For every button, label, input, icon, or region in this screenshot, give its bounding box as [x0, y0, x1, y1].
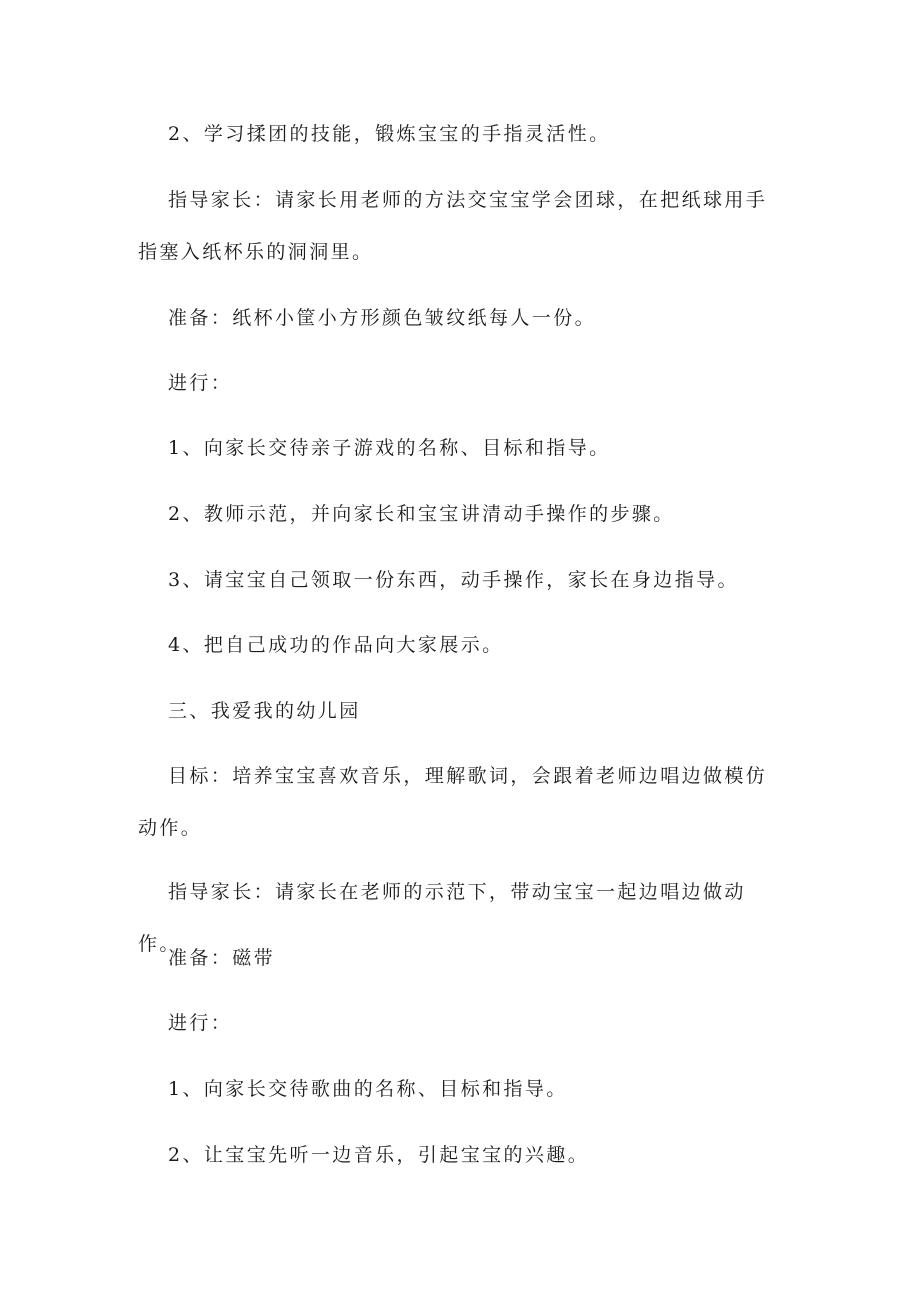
paragraph-13: 进行：: [168, 1012, 233, 1034]
paragraph-1: 2、学习揉团的技能，锻炼宝宝的手指灵活性。: [168, 123, 611, 145]
paragraph-4: 进行：: [168, 372, 233, 394]
section-heading: 三、我爱我的幼儿园: [168, 700, 361, 722]
paragraph-3: 准备：纸杯小筐小方形颜色皱纹纸每人一份。: [168, 307, 597, 329]
paragraph-14: 1、向家长交待歌曲的名称、目标和指导。: [168, 1078, 568, 1100]
paragraph-15: 2、让宝宝先听一边音乐，引起宝宝的兴趣。: [168, 1144, 590, 1166]
paragraph-12: 准备：磁带: [168, 947, 276, 969]
paragraph-5: 1、向家长交待亲子游戏的名称、目标和指导。: [168, 437, 611, 459]
paragraph-7: 3、请宝宝自己领取一份东西，动手操作，家长在身边指导。: [168, 569, 739, 591]
paragraph-2: 指导家长：请家长用老师的方法交宝宝学会团球，在把纸球用手指塞入纸杯乐的洞洞里。: [138, 189, 768, 263]
paragraph-11: 指导家长：请家长在老师的示范下，带动宝宝一起边唱边做动作。: [138, 881, 746, 955]
paragraph-6: 2、教师示范，并向家长和宝宝讲清动手操作的步骤。: [168, 503, 675, 525]
paragraph-8: 4、把自己成功的作品向大家展示。: [168, 634, 504, 656]
paragraph-10: 目标：培养宝宝喜欢音乐，理解歌词，会跟着老师边唱边做模仿动作。: [138, 765, 768, 839]
